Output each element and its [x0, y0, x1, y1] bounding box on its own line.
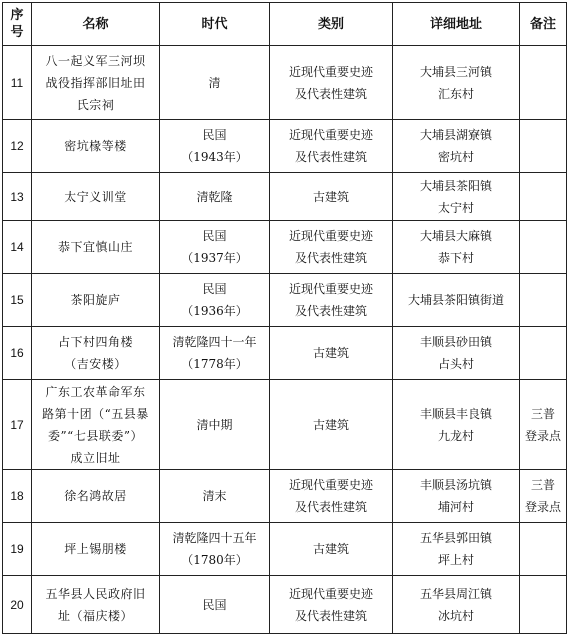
- cell-category: [270, 576, 393, 634]
- cell-category-line: 近现代重要史迹: [288, 282, 373, 296]
- cell-name: [32, 327, 160, 380]
- table-row: [3, 46, 567, 120]
- cell-category-line: 近现代重要史迹: [288, 478, 373, 492]
- header-address: 详细地址: [393, 3, 520, 46]
- cell-era-line: 民国: [202, 128, 227, 142]
- cell-address-line: 丰顺县砂田镇: [419, 335, 492, 349]
- header-name: 名称: [32, 3, 160, 46]
- cell-name: [32, 576, 160, 634]
- cell-address: [393, 46, 520, 120]
- cell-category: [270, 380, 393, 470]
- cell-name-line: 太宁义训堂: [64, 189, 127, 204]
- cell-address-line: 五华县周江镇: [419, 586, 492, 601]
- cell-seq: 18: [3, 470, 32, 523]
- cell-era-line: 民国: [202, 229, 227, 243]
- cell-name-line: 氏宗祠: [76, 97, 115, 112]
- cell-remark: [520, 120, 567, 173]
- cell-name: [32, 173, 160, 221]
- cell-category: [270, 173, 393, 221]
- table-row: [3, 173, 567, 221]
- cell-category-line: 及代表性建筑: [294, 608, 367, 623]
- cell-era-line: 民国: [202, 597, 227, 612]
- cell-address-line: 埔河村: [437, 500, 474, 514]
- cell-name: [32, 380, 160, 470]
- cell-name-line: 委”“七县联委”）: [48, 428, 143, 443]
- header-remark: 备注: [520, 3, 567, 46]
- cell-era: [160, 470, 270, 523]
- cell-address-line: 冰坑村: [437, 608, 474, 623]
- cell-seq: 20: [3, 576, 32, 634]
- header-seq-line: 号: [10, 25, 24, 40]
- cell-category: [270, 274, 393, 327]
- cell-era-line: 清乾隆四十一年: [172, 335, 257, 349]
- cell-name: [32, 120, 160, 173]
- cell-remark-line: 登录点: [524, 500, 561, 514]
- cell-address-line: 坪上村: [437, 553, 474, 567]
- cell-name-line: 坪上锡朋楼: [64, 542, 127, 556]
- cell-name-line: 茶阳旋庐: [70, 293, 121, 307]
- table-body: [3, 46, 567, 634]
- cell-name: [32, 523, 160, 576]
- cell-address-line: 大埔县大麻镇: [419, 229, 492, 243]
- cell-category-line: 古建筑: [312, 417, 349, 432]
- cell-name-line: 战役指挥部旧址田: [45, 75, 146, 90]
- cell-category: [270, 46, 393, 120]
- table-row: [3, 576, 567, 634]
- cell-category-line: 及代表性建筑: [294, 86, 367, 101]
- cell-address-line: 九龙村: [437, 428, 474, 443]
- table-row: [3, 120, 567, 173]
- table-row: [3, 470, 567, 523]
- cell-name-line: 五华县人民政府旧: [45, 586, 146, 601]
- cell-era-line: （1937年）: [181, 251, 248, 265]
- cell-category: [270, 523, 393, 576]
- cell-name: [32, 46, 160, 120]
- cell-name-line: 密坑椽等楼: [64, 139, 127, 153]
- cell-address-line: 丰顺县汤坑镇: [419, 478, 492, 492]
- cell-address-line: 大埔县茶阳镇: [419, 178, 492, 193]
- cell-address-line: 太宁村: [437, 200, 474, 215]
- cell-category-line: 古建筑: [312, 346, 349, 360]
- cell-remark-line: 三普: [530, 478, 555, 492]
- cell-seq: 19: [3, 523, 32, 576]
- table-row: [3, 327, 567, 380]
- cell-name-line: 八一起义军三河坝: [45, 53, 146, 68]
- cell-address: [393, 327, 520, 380]
- cell-address-line: 丰顺县丰良镇: [419, 406, 492, 421]
- cell-seq: 17: [3, 380, 32, 470]
- cell-category: [270, 120, 393, 173]
- cell-address: [393, 380, 520, 470]
- header-category: 类别: [270, 3, 393, 46]
- cell-category-line: 及代表性建筑: [294, 251, 367, 265]
- cell-remark: [520, 173, 567, 221]
- cell-remark: [520, 46, 567, 120]
- cell-remark: [520, 221, 567, 274]
- table-row: [3, 380, 567, 470]
- cell-category-line: 近现代重要史迹: [288, 586, 373, 601]
- cell-era-line: 民国: [202, 282, 227, 296]
- cell-seq: 16: [3, 327, 32, 380]
- cell-era-line: 清乾隆: [196, 189, 233, 204]
- cell-category: [270, 470, 393, 523]
- cell-remark: [520, 274, 567, 327]
- cell-name-line: 成立旧址: [70, 450, 121, 465]
- cell-era: [160, 221, 270, 274]
- cell-seq: 13: [3, 173, 32, 221]
- cell-address: [393, 523, 520, 576]
- cell-seq: 11: [3, 46, 32, 120]
- cell-category-line: 近现代重要史迹: [288, 64, 373, 79]
- table-row: [3, 523, 567, 576]
- cell-name-line: 址（福庆楼）: [57, 608, 133, 623]
- cell-era: [160, 274, 270, 327]
- cell-era: [160, 327, 270, 380]
- cell-address-line: 密坑村: [437, 150, 474, 164]
- table-row: [3, 274, 567, 327]
- cell-era-line: 清: [208, 75, 221, 90]
- cell-category-line: 古建筑: [312, 189, 349, 204]
- cell-address-line: 五华县郭田镇: [419, 531, 492, 545]
- cell-address-line: 恭下村: [437, 251, 474, 265]
- cell-remark-line: 登录点: [524, 428, 561, 443]
- cell-name-line: 路第十团（“五县暴: [42, 406, 149, 421]
- table-row: [3, 221, 567, 274]
- cell-remark: [520, 523, 567, 576]
- cell-name-line: 徐名鸿故居: [64, 489, 127, 503]
- cell-category-line: 近现代重要史迹: [288, 128, 373, 142]
- header-seq-line: 序: [10, 8, 24, 23]
- cell-address: [393, 173, 520, 221]
- cell-remark: [520, 576, 567, 634]
- cell-address-line: 大埔县湖寮镇: [419, 128, 492, 142]
- cell-era: [160, 523, 270, 576]
- cell-address: [393, 576, 520, 634]
- header-seq: [3, 3, 32, 46]
- cell-name-line: 占下村四角楼: [57, 335, 133, 349]
- cell-address-line: 汇东村: [437, 86, 474, 101]
- cell-era-line: （1936年）: [181, 304, 248, 318]
- cell-era-line: 清中期: [196, 417, 233, 432]
- cell-era: [160, 576, 270, 634]
- cell-category-line: 及代表性建筑: [294, 150, 367, 164]
- cell-remark: [520, 380, 567, 470]
- cell-seq: 15: [3, 274, 32, 327]
- cell-category-line: 及代表性建筑: [294, 500, 367, 514]
- cell-category: [270, 327, 393, 380]
- cell-seq: 14: [3, 221, 32, 274]
- cell-era-line: （1778年）: [181, 357, 248, 371]
- cell-name: [32, 274, 160, 327]
- cell-era-line: （1780年）: [181, 553, 248, 567]
- cell-name-line: 恭下宜慎山庄: [57, 240, 133, 254]
- cell-address: [393, 120, 520, 173]
- cell-address-line: 大埔县三河镇: [419, 64, 492, 79]
- cell-address: [393, 274, 520, 327]
- cell-name: [32, 221, 160, 274]
- cell-name-line: （吉安楼）: [64, 357, 127, 371]
- cell-category-line: 及代表性建筑: [294, 304, 367, 318]
- cell-remark: [520, 470, 567, 523]
- cell-seq: 12: [3, 120, 32, 173]
- header-era: 时代: [160, 3, 270, 46]
- cell-category-line: 近现代重要史迹: [288, 229, 373, 243]
- cell-era-line: （1943年）: [181, 150, 248, 164]
- cell-era: [160, 173, 270, 221]
- cell-remark-line: 三普: [530, 406, 555, 421]
- cell-era-line: 清末: [202, 489, 227, 503]
- cell-era: [160, 46, 270, 120]
- cell-address-line: 大埔县茶阳镇街道: [407, 293, 504, 307]
- cell-era-line: 清乾隆四十五年: [172, 531, 257, 545]
- cell-remark: [520, 327, 567, 380]
- cell-address: [393, 470, 520, 523]
- cell-category-line: 古建筑: [312, 542, 349, 556]
- cell-era: [160, 120, 270, 173]
- cell-name: [32, 470, 160, 523]
- cell-era: [160, 380, 270, 470]
- header-row: [3, 3, 567, 46]
- cell-name-line: 广东工农革命军东: [45, 384, 146, 399]
- cell-address-line: 占头村: [437, 357, 474, 371]
- cell-category: [270, 221, 393, 274]
- heritage-table: [2, 2, 567, 634]
- cell-address: [393, 221, 520, 274]
